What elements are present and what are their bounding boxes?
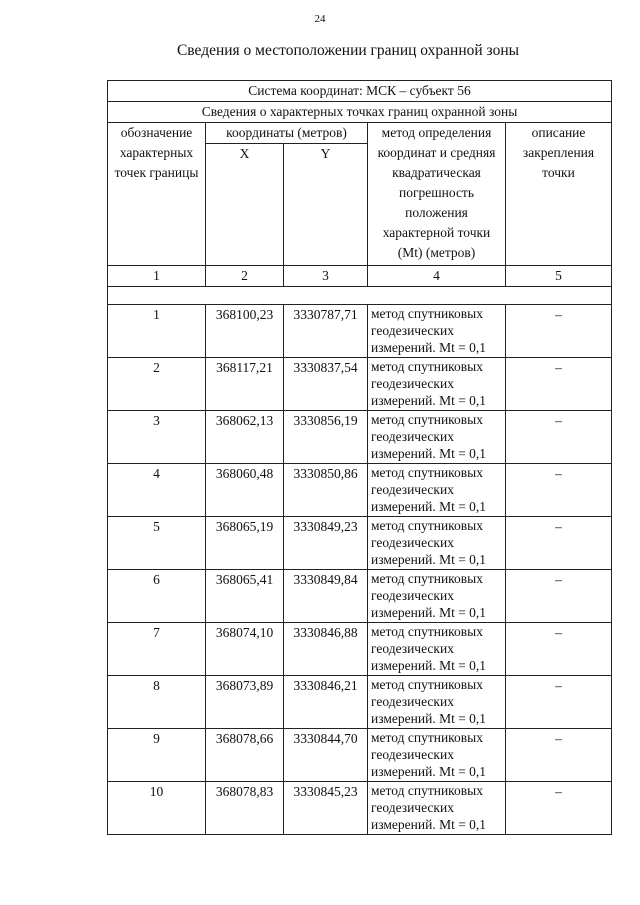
point-label: 10: [108, 782, 206, 835]
method-description: метод спутниковых геодезических измерений. Mt = 0,1: [368, 358, 506, 411]
fixing-description: –: [506, 358, 612, 411]
y-coordinate: 3330787,71: [284, 305, 368, 358]
point-label: 8: [108, 676, 206, 729]
point-label: 6: [108, 570, 206, 623]
method-description: метод спутниковых геодезических измерений. Mt = 0,1: [368, 517, 506, 570]
point-label: 2: [108, 358, 206, 411]
table-row: [108, 782, 612, 835]
fixing-description: –: [506, 729, 612, 782]
method-description: метод спутниковых геодезических измерений. Mt = 0,1: [368, 305, 506, 358]
y-coordinate: 3330846,88: [284, 623, 368, 676]
x-coordinate: 368062,13: [206, 411, 284, 464]
x-coordinate: 368065,41: [206, 570, 284, 623]
x-coordinate: 368073,89: [206, 676, 284, 729]
y-coordinate: 3330850,86: [284, 464, 368, 517]
coordinate-system-row: Система координат: МСК – субъект 56: [108, 81, 612, 102]
point-label: 4: [108, 464, 206, 517]
page-number: 24: [314, 13, 326, 25]
table-row: [108, 517, 612, 570]
x-coordinate: 368060,48: [206, 464, 284, 517]
column-number: 5: [506, 266, 612, 287]
column-numbers-row: [108, 266, 612, 287]
method-description: метод спутниковых геодезических измерений. Mt = 0,1: [368, 464, 506, 517]
column-number: 3: [284, 266, 368, 287]
table-row: [108, 305, 612, 358]
table-row: [108, 570, 612, 623]
fixing-description: –: [506, 305, 612, 358]
column-number: 4: [368, 266, 506, 287]
column-number: 1: [108, 266, 206, 287]
header-method: метод определения координат и средняя квадратическая погрешность положения характерной точки (Mt) (метров): [368, 123, 506, 266]
column-number: 2: [206, 266, 284, 287]
header-designation: обозначение характерных точек границы: [108, 123, 206, 266]
table-body: [108, 305, 612, 835]
point-label: 9: [108, 729, 206, 782]
y-coordinate: 3330844,70: [284, 729, 368, 782]
x-coordinate: 368065,19: [206, 517, 284, 570]
method-description: метод спутниковых геодезических измерений. Mt = 0,1: [368, 570, 506, 623]
fixing-description: –: [506, 517, 612, 570]
method-description: метод спутниковых геодезических измерений. Mt = 0,1: [368, 623, 506, 676]
fixing-description: –: [506, 570, 612, 623]
y-coordinate: 3330849,84: [284, 570, 368, 623]
table-row: [108, 411, 612, 464]
x-coordinate: 368078,83: [206, 782, 284, 835]
header-y: Y: [284, 144, 368, 266]
header-x: X: [206, 144, 284, 266]
table-row: [108, 358, 612, 411]
fixing-description: –: [506, 782, 612, 835]
y-coordinate: 3330846,21: [284, 676, 368, 729]
y-coordinate: 3330849,23: [284, 517, 368, 570]
x-coordinate: 368117,21: [206, 358, 284, 411]
method-description: метод спутниковых геодезических измерений. Mt = 0,1: [368, 782, 506, 835]
point-label: 3: [108, 411, 206, 464]
fixing-description: –: [506, 411, 612, 464]
method-description: метод спутниковых геодезических измерений. Mt = 0,1: [368, 411, 506, 464]
fixing-description: –: [506, 623, 612, 676]
header-description: описание закрепления точки: [506, 123, 612, 266]
table-row: [108, 729, 612, 782]
point-label: 7: [108, 623, 206, 676]
method-description: метод спутниковых геодезических измерений. Mt = 0,1: [368, 676, 506, 729]
header-coordinates: координаты (метров): [206, 123, 368, 144]
x-coordinate: 368100,23: [206, 305, 284, 358]
y-coordinate: 3330856,19: [284, 411, 368, 464]
points-info-row: Сведения о характерных точках границ охранной зоны: [108, 102, 612, 123]
table-row: [108, 676, 612, 729]
table-row: [108, 464, 612, 517]
blank-row: [108, 287, 612, 305]
method-description: метод спутниковых геодезических измерений. Mt = 0,1: [368, 729, 506, 782]
point-label: 5: [108, 517, 206, 570]
document-title: Сведения о местоположении границ охранной зоны: [176, 42, 520, 59]
fixing-description: –: [506, 464, 612, 517]
x-coordinate: 368078,66: [206, 729, 284, 782]
y-coordinate: 3330845,23: [284, 782, 368, 835]
point-label: 1: [108, 305, 206, 358]
fixing-description: –: [506, 676, 612, 729]
y-coordinate: 3330837,54: [284, 358, 368, 411]
table-row: [108, 623, 612, 676]
x-coordinate: 368074,10: [206, 623, 284, 676]
boundary-points-table: [107, 80, 612, 835]
